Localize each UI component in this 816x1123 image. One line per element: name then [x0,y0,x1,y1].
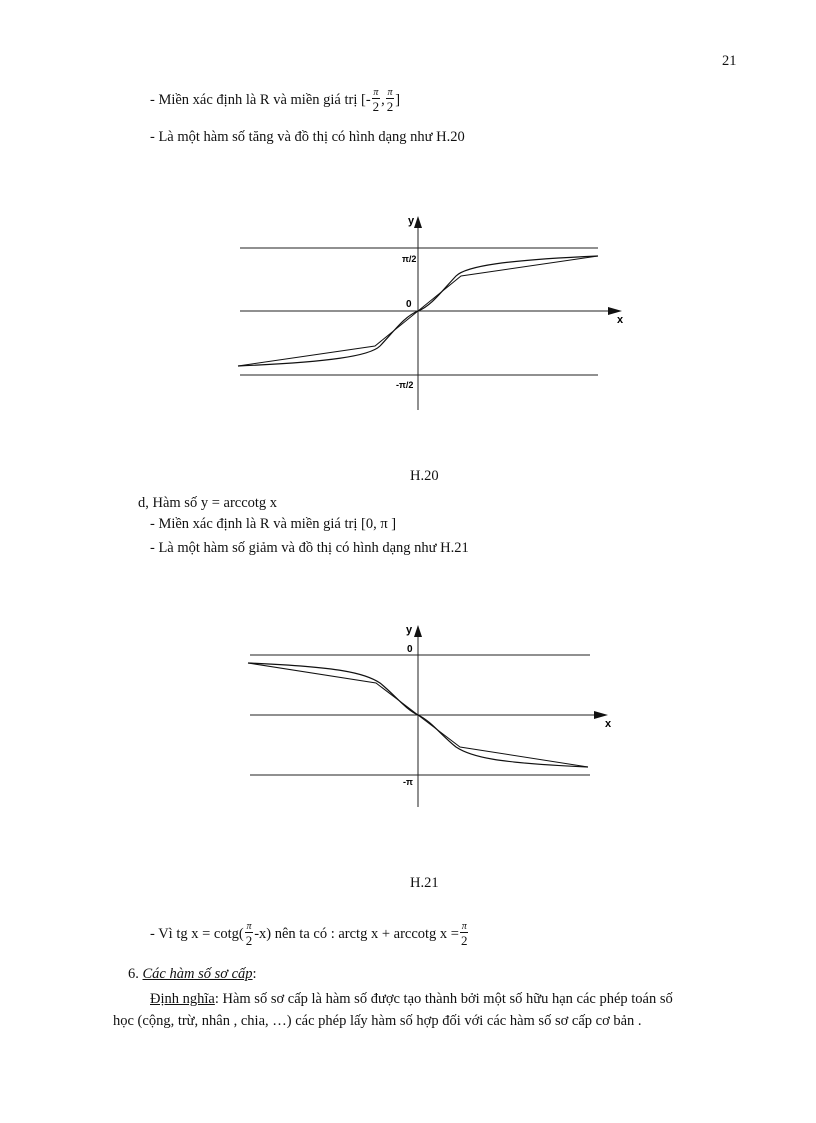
arccotg-range-line: - Miền xác định là R và miền giá trị [0, π ] [150,516,397,532]
range-line: - Miền xác định là R và miền giá trị [- $\frac{\pi}{2}$ , $\frac{\pi}{2}$ ] [150,87,401,114]
arccotg-heading: d, Hàm số y = arccotg x [138,495,278,511]
fraction-pi-over-2: $\frac{\pi}{2}$ [460,921,468,948]
upper-asymptote-label: π/2 [402,254,417,264]
upper-line-label: 0 [407,644,413,655]
fraction-pi-over-2: $\frac{\pi}{2}$ [372,87,380,114]
fraction-pi-over-2: $\frac{\pi}{2}$ [386,87,394,114]
origin-label: 0 [406,299,412,310]
x-axis-label: x [617,314,624,326]
lower-asymptote-label: -π/2 [396,380,414,390]
lower-line-label: -π [403,777,413,787]
increasing-line: - Là một hàm số tăng và đồ thị có hình dạng như H.20 [150,129,465,145]
page-number: 21 [722,53,737,69]
decreasing-line: - Là một hàm số giảm và đồ thị có hình dạng như H.21 [150,540,469,556]
x-axis-label: x [605,718,612,730]
figure-h21-caption: H.21 [410,875,439,891]
figure-h21-arccotg-graph [240,615,640,815]
y-axis-label: y [406,624,413,636]
definition-label: Định nghĩa [150,991,215,1007]
figure-h20-arctan-graph [230,210,630,415]
section-6-heading: 6. Các hàm số sơ cấp: [128,966,257,982]
section-6-title: Các hàm số sơ cấp [142,966,253,982]
figure-h20-caption: H.20 [410,468,439,484]
fraction-pi-over-2: $\frac{\pi}{2}$ [245,921,253,948]
identity-line: - Vì tg x = cotg( $\frac{\pi}{2}$ -x) nên ta có : arctg x + arccotg x = $\frac{\pi}{2}$ [150,921,468,948]
y-axis-label: y [408,215,415,227]
definition-line-2: học (cộng, trừ, nhân , chia, …) các phép lấy hàm số hợp đối với các hàm số sơ cấp cơ bản . [113,1013,642,1029]
definition-line-1: Định nghĩa: Hàm số sơ cấp là hàm số được tạo thành bởi một số hữu hạn các phép toán số [150,991,673,1007]
range-line-prefix: - Miền xác định là R và miền giá trị [- [150,91,371,108]
